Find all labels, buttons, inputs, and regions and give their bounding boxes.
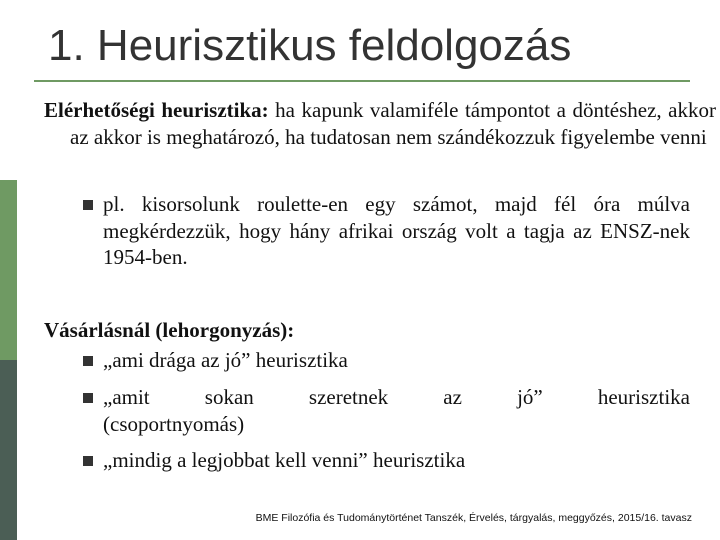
- bullet-text: „ami drága az jó” heurisztika: [103, 348, 348, 372]
- sidebar-segment-middle: [0, 180, 17, 360]
- bullet-text: „mindig a legjobbat kell venni” heurisztika: [103, 448, 466, 472]
- sidebar-decoration: [0, 0, 17, 540]
- slide-footer: BME Filozófia és Tudománytörténet Tanszék, Érvelés, tárgyalás, meggyőzés, 2015/16. tavasz: [255, 512, 692, 524]
- bullet-popular-good: [103, 384, 690, 437]
- paragraph-availability-heuristic: [44, 97, 716, 150]
- title-divider: [34, 80, 690, 82]
- bullet-text-line1: „amit sokan szeretnek az jó” heurisztika: [103, 385, 690, 409]
- heading-text: Vásárlásnál (lehorgonyzás):: [44, 318, 295, 342]
- square-bullet-icon: [83, 456, 93, 466]
- slide-title: 1. Heurisztikus feldolgozás: [48, 21, 572, 70]
- paragraph-text: ha kapunk valamiféle támpontot a döntéshez, akkor az akkor is meghatározó, ha tudatosan nem szándékozzuk figyelembe venni: [70, 98, 716, 149]
- term-availability-heuristic: Elérhetőségi heurisztika:: [44, 98, 269, 122]
- bullet-text: pl. kisorsolunk roulette-en egy számot, majd fél óra múlva megkérdezzük, hogy hány afrikai ország volt a tagja az ENSZ-nek 1954-ben.: [103, 192, 690, 269]
- bullet-expensive-good: [103, 347, 690, 374]
- square-bullet-icon: [83, 356, 93, 366]
- heading-anchoring: [44, 317, 294, 344]
- bullet-roulette-example: [103, 191, 690, 271]
- bullet-always-best: [103, 447, 690, 474]
- sidebar-segment-top: [0, 0, 17, 180]
- square-bullet-icon: [83, 393, 93, 403]
- sidebar-segment-bottom: [0, 360, 17, 540]
- square-bullet-icon: [83, 200, 93, 210]
- bullet-text-line2: (csoportnyomás): [103, 411, 245, 436]
